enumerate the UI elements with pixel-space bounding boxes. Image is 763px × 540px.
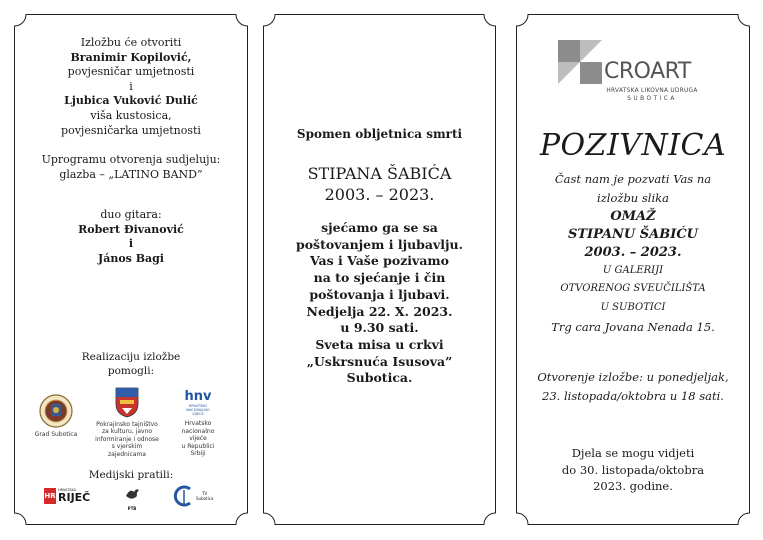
sponsor-label: vijeće	[189, 435, 207, 442]
hnv-logo-text: VIJEĆE	[192, 412, 204, 416]
hr-logo-small: HRVATSKA	[58, 488, 77, 492]
sponsor-label: Hrvatsko	[184, 420, 212, 427]
panel-invitation	[516, 14, 750, 525]
croart-logo-sub-line: HRVATSKA LIKOVNA UDRUGA	[606, 88, 698, 94]
media-hrvatska-rijec	[44, 488, 90, 504]
croart-logo-sub-line: SUBOTICA	[627, 96, 677, 102]
opener-name: Branimir Kopilović,	[70, 50, 192, 64]
memorial-years: 2003. – 2023.	[324, 185, 435, 204]
hr-logo-name: RIJEČ	[58, 491, 91, 504]
memorial-line: poštovanja i ljubavi.	[309, 286, 450, 302]
sponsor-label: za kulturu, javno	[101, 428, 153, 435]
invitation-line: Čast nam je pozvati Vas na	[554, 172, 712, 186]
sponsor-logos	[34, 386, 234, 476]
memorial-name-block	[263, 163, 496, 205]
memorial-heading: Spomen obljetnica smrti	[296, 127, 463, 141]
guitarist-name: Robert Đivanović	[78, 222, 184, 236]
cohost-name: Ljubica Vuković Dulić	[64, 94, 198, 108]
memorial-text	[263, 220, 496, 387]
sponsor-label: informiranje i odnose	[95, 435, 159, 443]
opening-line: Otvorenje izložbe: u ponedjeljak,	[537, 370, 729, 384]
sponsor-label: Grad Subotica	[34, 430, 78, 438]
closing-line: 2023. godine.	[593, 479, 673, 493]
ptb-label: PTB	[127, 506, 137, 511]
closing-line: do 30. listopada/oktobra	[561, 462, 705, 477]
memorial-line: Nedjelja 22. X. 2023.	[306, 303, 453, 319]
memorial-name: STIPANA ŠABIĆA	[307, 164, 452, 183]
media-tv-subotica	[172, 484, 213, 508]
sponsor-label: Pokrajinsko tajništvo	[96, 420, 158, 428]
memorial-line: u 9.30 sati.	[340, 320, 419, 336]
tv-label: TV	[202, 491, 208, 496]
tv-subotica-logo-icon	[172, 484, 194, 508]
exhibition-title: STIPANU ŠABIĆU	[567, 226, 699, 242]
memorial-line: poštovanjem i ljubavlju.	[295, 236, 463, 252]
sponsor-province	[94, 386, 160, 458]
sponsor-city	[34, 394, 78, 438]
venue-address: Trg cara Jovana Nenada 15.	[551, 319, 715, 334]
memorial-line: Sveta misa u crkvi	[315, 336, 444, 352]
opener-title: povjesničar umjetnosti	[67, 65, 195, 79]
venue-line: U SUBOTICI	[600, 302, 666, 314]
panel-memorial	[263, 14, 496, 525]
closing-info	[516, 445, 750, 495]
invitation-text	[516, 170, 750, 337]
panel-program	[14, 14, 248, 525]
memorial-line: na to sjećanje i čin	[313, 270, 446, 286]
hr-logo-icon: HR	[44, 488, 56, 504]
hnv-logo-text: HRVATSKO	[188, 404, 208, 408]
memorial-line: sjećamo ga se sa	[321, 220, 438, 235]
media-ptb	[124, 486, 140, 511]
cohost-title: viša kustosica,	[90, 108, 172, 122]
invitation-line: izložbu slika	[597, 190, 669, 205]
croart-logo	[558, 40, 718, 110]
sponsor-label: nacionalno	[181, 427, 215, 435]
opening-info	[516, 368, 750, 406]
memorial-line: Vas i Vaše pozivamo	[310, 253, 449, 269]
conjunction: i	[128, 237, 134, 251]
hnv-logo-icon: hnv	[184, 389, 212, 404]
sponsor-hnv	[174, 390, 222, 458]
guitar-duo	[14, 208, 248, 266]
memorial-line: Subotica.	[346, 370, 413, 386]
opening-line: Izložbu će otvoriti	[80, 36, 182, 49]
sponsor-label: Srbiji	[190, 450, 206, 457]
media-logos	[44, 484, 224, 514]
hnv-logo-text: NACIONALNO	[186, 408, 210, 412]
tv-label: Subotica	[196, 496, 214, 501]
program	[14, 153, 248, 182]
croart-logo-sub	[586, 87, 718, 103]
duo-line: duo gitara:	[100, 208, 162, 221]
city-seal-icon	[39, 394, 73, 428]
exhibition-years: 2003. – 2023.	[584, 244, 682, 260]
sponsors-line: pomogli:	[107, 365, 155, 377]
hr-logo-text	[58, 488, 90, 504]
guitarist-name: János Bagi	[98, 251, 164, 265]
program-line: glazba – „LATINO BAND”	[59, 167, 203, 181]
media-heading: Medijski pratili:	[88, 469, 174, 481]
sponsors-line: Realizaciju izložbe	[81, 351, 181, 363]
tv-subotica-label	[196, 491, 213, 501]
conjunction: i	[129, 79, 133, 93]
invitation-title: POZIVNICA	[539, 128, 727, 163]
venue-line: OTVORENOG SVEUČILIŠTA	[560, 283, 706, 295]
sponsor-label: u Republici	[181, 442, 215, 450]
province-crest-icon	[114, 386, 140, 418]
bird-icon	[124, 486, 140, 502]
hnv-logo-small	[174, 404, 222, 416]
closing-line: Djela se mogu vidjeti	[571, 446, 695, 460]
sponsor-label: s vjerskim	[111, 443, 143, 450]
sponsors-heading	[14, 350, 248, 378]
program-line: Uprogramu otvorenja sudjeluju:	[41, 153, 221, 166]
opening-speakers	[14, 36, 248, 138]
venue-line: U GALERIJI	[602, 264, 664, 276]
opening-line: 23. listopada/oktobra u 18 sati.	[542, 389, 724, 403]
memorial-line: „Uskrsnuća Isusova”	[306, 353, 453, 369]
cohost-title: povjesničarka umjetnosti	[61, 123, 201, 137]
croart-logo-name: CROART	[604, 59, 691, 84]
exhibition-title: OMAŽ	[610, 208, 656, 224]
sponsor-label: zajednicama	[108, 450, 146, 458]
